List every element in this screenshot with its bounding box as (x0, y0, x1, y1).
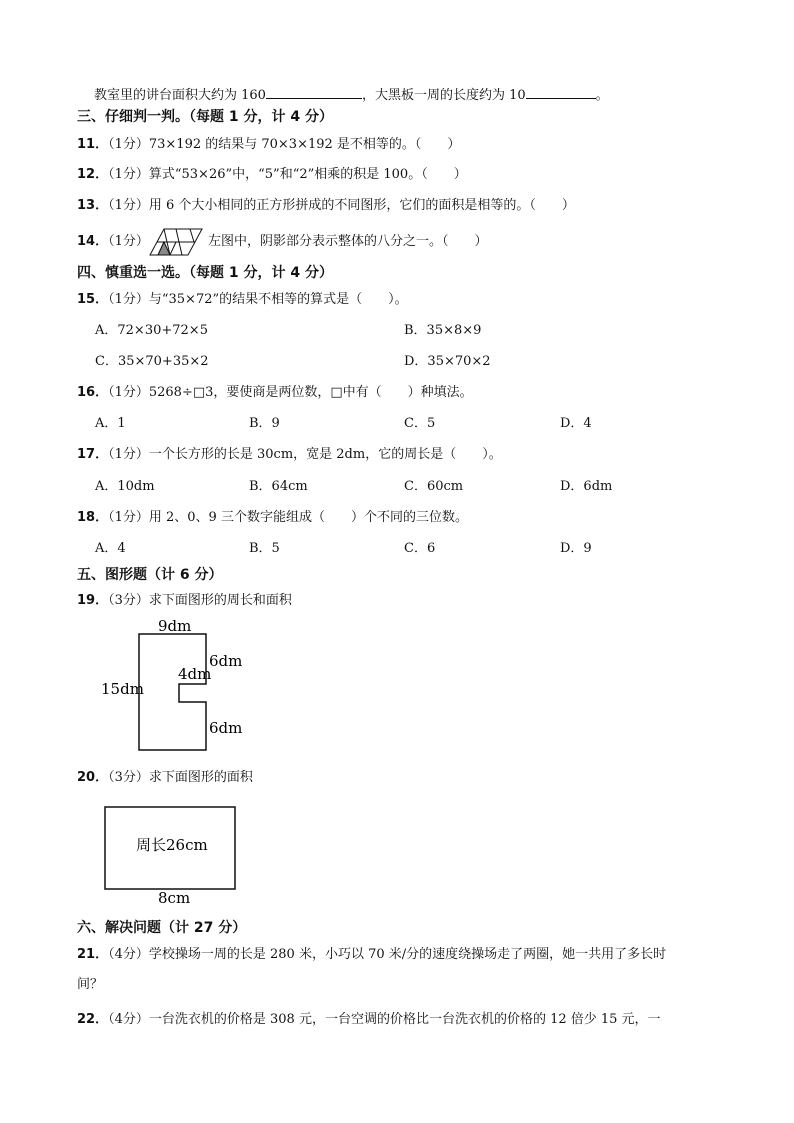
label-top-length: 9dm (158, 617, 192, 635)
section-heading-6: 六、解决问题（计 27 分） (77, 920, 247, 936)
rectangle-figure (100, 802, 240, 908)
option-d[interactable]: D．6dm (560, 479, 613, 494)
question-14-label (77, 233, 149, 251)
option-d[interactable]: D．9 (560, 541, 592, 556)
option-b[interactable]: B．5 (249, 541, 280, 556)
question-16 (77, 384, 473, 402)
parallelogram-triangles-figure (148, 227, 204, 257)
notched-shape-figure (95, 615, 255, 755)
option-d[interactable]: D．4 (560, 416, 592, 431)
question-number: 13． (77, 198, 109, 213)
question-14-text: 左图中，阴影部分表示整体的八分之一。（ ） (208, 234, 488, 249)
question-number: 15． (77, 292, 109, 307)
label-notch-depth: 4dm (178, 665, 212, 683)
question-15 (77, 291, 408, 309)
label-right-lower: 6dm (209, 719, 243, 737)
option-a[interactable]: A．72×30+72×5 (95, 323, 208, 338)
question-number: 18． (77, 510, 109, 525)
question-number: 16． (77, 385, 109, 400)
question-number: 21． (77, 947, 109, 962)
label-right-upper: 6dm (209, 652, 243, 670)
question-19 (77, 592, 292, 610)
question-20 (77, 769, 253, 787)
option-c[interactable]: C．60cm (404, 479, 464, 494)
option-c[interactable]: C．6 (404, 541, 436, 556)
question-number: 14． (77, 234, 109, 249)
option-a[interactable]: A．10dm (95, 479, 155, 494)
label-bottom-length: 8cm (158, 889, 191, 907)
question-number: 19． (77, 593, 109, 608)
question-text: （3分）求下面图形的面积 (108, 770, 253, 785)
question-text: （1分）用 2、0、9 三个数字能组成（ ）个不同的三位数。 (108, 510, 468, 525)
question-number: 12． (77, 167, 109, 182)
question-text: （1分）用 6 个大小相同的正方形拼成的不同图形，它们的面积是相等的。（ ） (108, 198, 575, 213)
fill-blank-text-3: 。 (595, 88, 609, 103)
option-b[interactable]: B．64cm (249, 479, 308, 494)
question-22 (77, 1011, 661, 1029)
question-number: 11． (77, 137, 109, 152)
option-a[interactable]: A．1 (95, 416, 126, 431)
question-11 (77, 136, 460, 154)
question-12 (77, 166, 467, 184)
section-heading-4: 四、慎重选一选。（每题 1 分，计 4 分） (77, 265, 333, 281)
question-text: （1分）73×192 的结果与 70×3×192 是不相等的。（ ） (108, 137, 461, 152)
option-a[interactable]: A．4 (95, 541, 126, 556)
section-heading-3: 三、仔细判一判。（每题 1 分，计 4 分） (77, 109, 333, 125)
option-b[interactable]: B．35×8×9 (404, 323, 482, 338)
question-number: 17． (77, 447, 109, 462)
fill-blank-text-2: ，大黑板一周的长度约为 10 (361, 88, 526, 103)
question-21-continued: 间？ (77, 977, 104, 992)
option-d[interactable]: D．35×70×2 (404, 354, 491, 369)
question-18 (77, 509, 468, 527)
question-number: 22． (77, 1012, 109, 1027)
question-text: （1分）算式“53×26”中，“5”和“2”相乘的积是 100。（ ） (108, 167, 467, 182)
fill-blank-line (94, 84, 609, 105)
label-perimeter: 周长26cm (136, 836, 208, 854)
question-text: （1分）5268÷□3，要使商是两位数，□中有（ ）种填法。 (108, 385, 473, 400)
option-b[interactable]: B．9 (249, 416, 280, 431)
question-text: （4分）学校操场一周的长是 280 米，小巧以 70 米/分的速度绕操场走了两圈，她一共用了多长时 (108, 947, 667, 962)
question-21 (77, 946, 666, 964)
answer-blank-2[interactable] (526, 84, 596, 99)
question-number: 20． (77, 770, 109, 785)
question-text: （4分）一台洗衣机的价格是 308 元，一台空调的价格比一台洗衣机的价格的 12 倍少 15 元，一 (108, 1012, 661, 1027)
question-text: （1分）一个长方形的长是 30cm，宽是 2dm，它的周长是（ ）。 (108, 447, 502, 462)
question-text: （3分）求下面图形的周长和面积 (108, 593, 292, 608)
answer-blank-1[interactable] (266, 84, 362, 99)
question-score: （1分） (108, 234, 149, 249)
label-left-length: 15dm (101, 680, 144, 698)
question-text: （1分）与“35×72”的结果不相等的算式是（ ）。 (108, 292, 408, 307)
option-c[interactable]: C．5 (404, 416, 436, 431)
option-c[interactable]: C．35×70+35×2 (95, 354, 209, 369)
question-17 (77, 446, 502, 464)
question-13 (77, 197, 575, 215)
fill-blank-text-1: 教室里的讲台面积大约为 160 (94, 88, 266, 103)
section-heading-5: 五、图形题（计 6 分） (77, 567, 223, 583)
